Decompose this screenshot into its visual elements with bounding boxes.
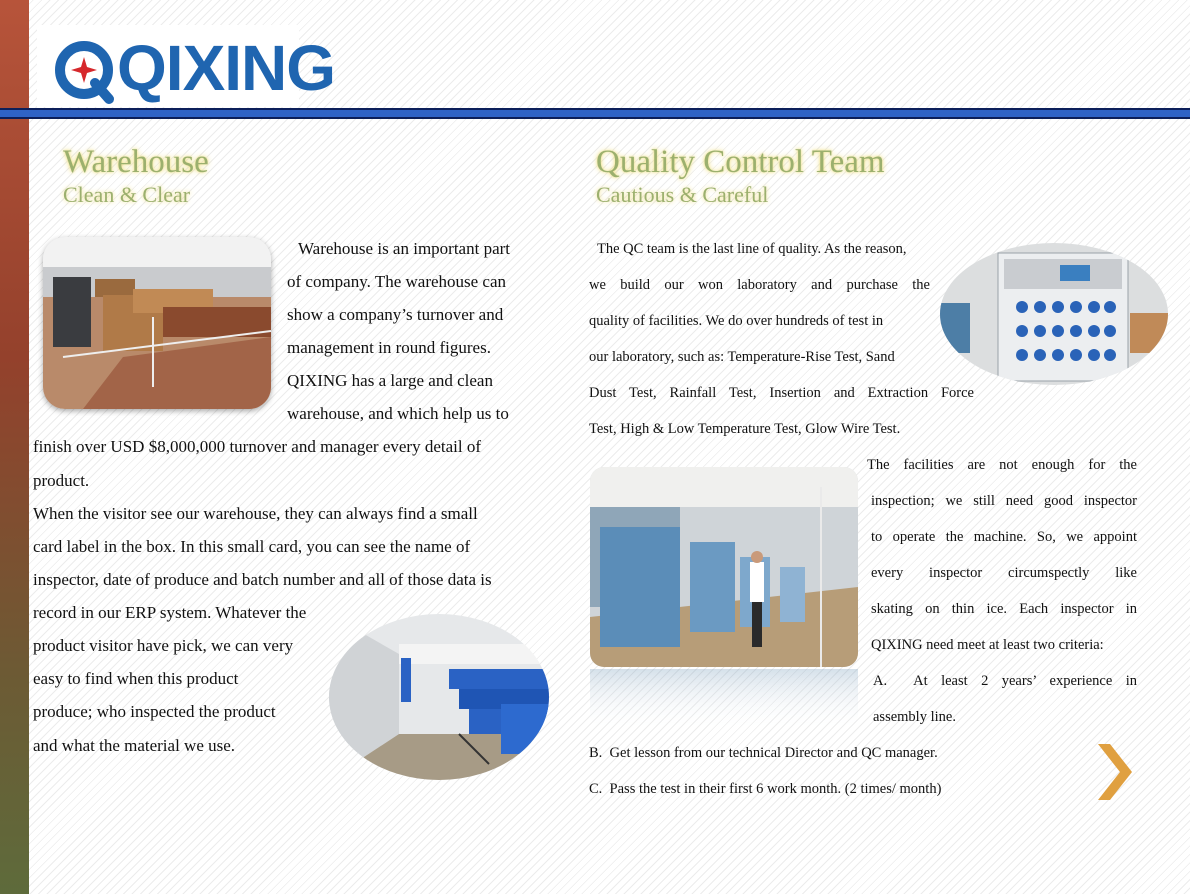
header-divider — [0, 108, 1190, 119]
qc-text-line-4: our laboratory, such as: Temperature-Rise Test, Sand — [589, 349, 895, 365]
warehouse-text-line-7: finish over USD $8,000,000 turnover and manager every detail of — [33, 437, 482, 456]
left-side-bar — [0, 0, 29, 894]
warehouse-subtitle: Clean & Clear — [63, 182, 191, 207]
lab-chambers-photo — [590, 467, 858, 667]
qc-text-line-10: every inspector circumspectly like — [871, 565, 1137, 581]
qc-text-line-2: we build our won laboratory and purchase the — [589, 277, 930, 293]
warehouse-boxes-photo — [43, 237, 271, 409]
qc-text-line-9: to operate the machine. So, we appoint — [871, 529, 1137, 545]
qc-text-line-3: quality of facilities. We do over hundreds of test in — [589, 313, 884, 329]
qc-text-line-1: The QC team is the last line of quality. As the reason, — [597, 241, 907, 257]
warehouse-text-line-4: management in round figures. — [287, 338, 491, 357]
qc-criteria-b: B. Get lesson from our technical Director and QC manager. — [589, 745, 938, 761]
qc-text-line-5: Dust Test, Rainfall Test, Insertion and Extraction Force — [589, 385, 974, 401]
warehouse-text-line-6: warehouse, and which help us to — [287, 404, 509, 423]
warehouse-title: Warehouse — [63, 144, 209, 180]
lab-chambers-reflection — [590, 669, 858, 729]
qc-criteria-c: C. Pass the test in their first 6 work month. (2 times/ month) — [589, 781, 942, 797]
warehouse-text-line-3: show a company’s turnover and — [287, 305, 504, 324]
qixing-logo-mark — [53, 39, 119, 105]
warehouse-text-line-13: product visitor have pick, we can very — [33, 636, 294, 655]
warehouse-text-line-2: of company. The warehouse can — [287, 272, 507, 291]
company-logo — [37, 25, 336, 107]
warehouse-text-line-15: produce; who inspected the product — [33, 702, 276, 721]
logo-wordmark: QIXING — [117, 32, 336, 104]
warehouse-text-line-16: and what the material we use. — [33, 736, 236, 755]
warehouse-bins-photo — [329, 614, 549, 780]
warehouse-text-line-10: card label in the box. In this small card, you can see the name of — [33, 537, 471, 556]
test-panel-photo — [940, 243, 1168, 385]
qc-text-line-11: skating on thin ice. Each inspector in — [871, 601, 1137, 617]
qc-text-line-7: The facilities are not enough for the — [867, 457, 1137, 473]
warehouse-text-line-9: When the visitor see our warehouse, they can always find a small — [33, 504, 478, 523]
qc-criteria-a: A. At least 2 years’ experience in — [873, 673, 1137, 689]
warehouse-text-line-5: QIXING has a large and clean — [287, 371, 493, 390]
qc-text-line-6: Test, High & Low Temperature Test, Glow Wire Test. — [589, 421, 901, 437]
qc-subtitle: Cautious & Careful — [596, 182, 769, 207]
qc-criteria-a-cont: assembly line. — [873, 709, 956, 725]
warehouse-text-line-12: record in our ERP system. Whatever the — [33, 603, 307, 622]
warehouse-text-line-14: easy to find when this product — [33, 669, 239, 688]
chevron-right-icon[interactable] — [1096, 742, 1134, 802]
warehouse-text-line-8: product. — [33, 471, 90, 490]
warehouse-text-line-11: inspector, date of produce and batch number and all of those data is — [33, 570, 492, 589]
warehouse-text-line-1: Warehouse is an important part — [298, 239, 511, 258]
qc-text-line-12: QIXING need meet at least two criteria: — [871, 637, 1104, 653]
qc-text-line-8: inspection; we still need good inspector — [871, 493, 1137, 509]
qc-title: Quality Control Team — [596, 144, 885, 180]
